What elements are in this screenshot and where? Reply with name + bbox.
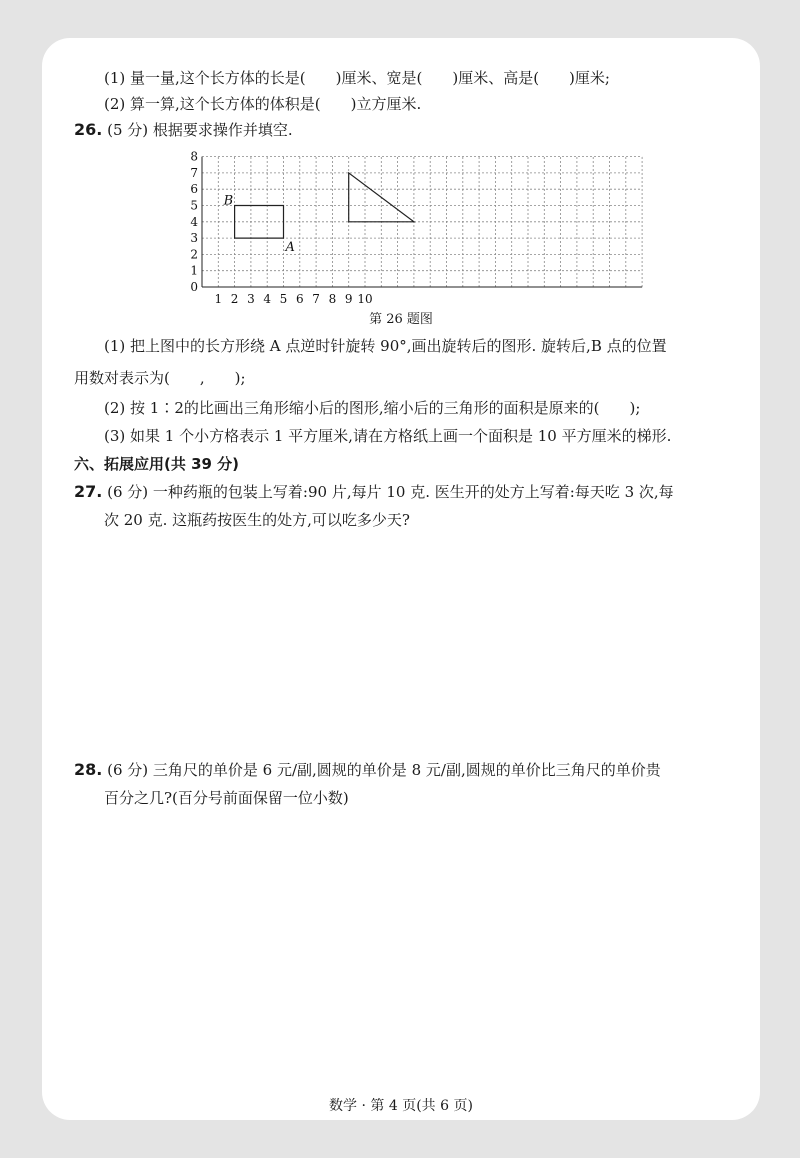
y-tick-label: 1 [190, 263, 198, 278]
figure-caption: 第 26 题图 [369, 312, 433, 327]
q26-sub3: (3) 如果 1 个小方格表示 1 平方厘米,请在方格纸上画一个面积是 10 平方厘米的梯形. [104, 427, 672, 445]
q28-text-1: (6 分) 三角尺的单价是 6 元/副,圆规的单价是 8 元/副,圆规的单价比三角尺的单价贵 [107, 761, 661, 779]
q26-grid-figure [192, 150, 662, 334]
q28-line2: 百分之几?(百分号前面保留一位小数) [104, 789, 349, 807]
point-a-label: A [285, 240, 295, 256]
q25-sub2: (2) 算一算,这个长方体的体积是( )立方厘米. [104, 95, 422, 113]
q28-number: 28. [74, 760, 103, 779]
x-tick-label: 2 [230, 292, 239, 306]
q26-sub1-line1: (1) 把上图中的长方形绕 A 点逆时针旋转 90°,画出旋转后的图形. 旋转后,B 点的位置 [104, 337, 667, 355]
y-tick-label: 6 [190, 182, 198, 197]
y-tick-label: 2 [190, 247, 198, 262]
y-tick-label: 8 [190, 149, 198, 164]
q25-sub1: (1) 量一量,这个长方体的长是( )厘米、宽是( )厘米、高是( )厘米; [104, 69, 610, 87]
q27-line1 [74, 482, 674, 502]
q27-line2: 次 20 克. 这瓶药按医生的处方,可以吃多少天? [104, 511, 410, 529]
q26-header [74, 120, 293, 140]
q26-sub1-line2: 用数对表示为( , ); [74, 369, 246, 387]
y-tick-label: 7 [190, 165, 198, 180]
q26-sub2: (2) 按 1∶2的比画出三角形缩小后的图形,缩小后的三角形的面积是原来的( ); [104, 399, 641, 417]
q28-line1 [74, 760, 661, 780]
y-tick-label: 0 [190, 280, 198, 294]
x-tick-label: 9 [344, 292, 353, 306]
x-tick-label: 7 [312, 292, 320, 306]
q27-number: 27. [74, 482, 103, 501]
x-tick-label: 3 [247, 292, 255, 306]
q27-text-1: (6 分) 一种药瓶的包装上写着:90 片,每片 10 克. 医生开的处方上写着:每天吃 3 次,每 [107, 483, 674, 501]
x-tick-label: 5 [279, 292, 288, 306]
q26-number: 26. [74, 120, 103, 139]
y-tick-label: 5 [190, 198, 198, 213]
exam-page [42, 38, 760, 1120]
point-b-label: B [223, 193, 234, 209]
x-tick-label: 6 [295, 292, 304, 306]
q26-text: (5 分) 根据要求操作并填空. [107, 121, 293, 139]
x-tick-label: 1 [214, 292, 223, 306]
x-tick-label: 4 [263, 292, 272, 306]
section-6-title: 六、拓展应用(共 39 分) [74, 455, 240, 473]
grid-paper[interactable] [192, 150, 662, 330]
page-footer: 数学 · 第 4 页(共 6 页) [329, 1098, 473, 1114]
y-tick-label: 4 [190, 214, 198, 229]
y-tick-label: 3 [190, 231, 198, 246]
x-tick-label: 10 [357, 292, 373, 306]
x-tick-label: 8 [328, 292, 337, 306]
